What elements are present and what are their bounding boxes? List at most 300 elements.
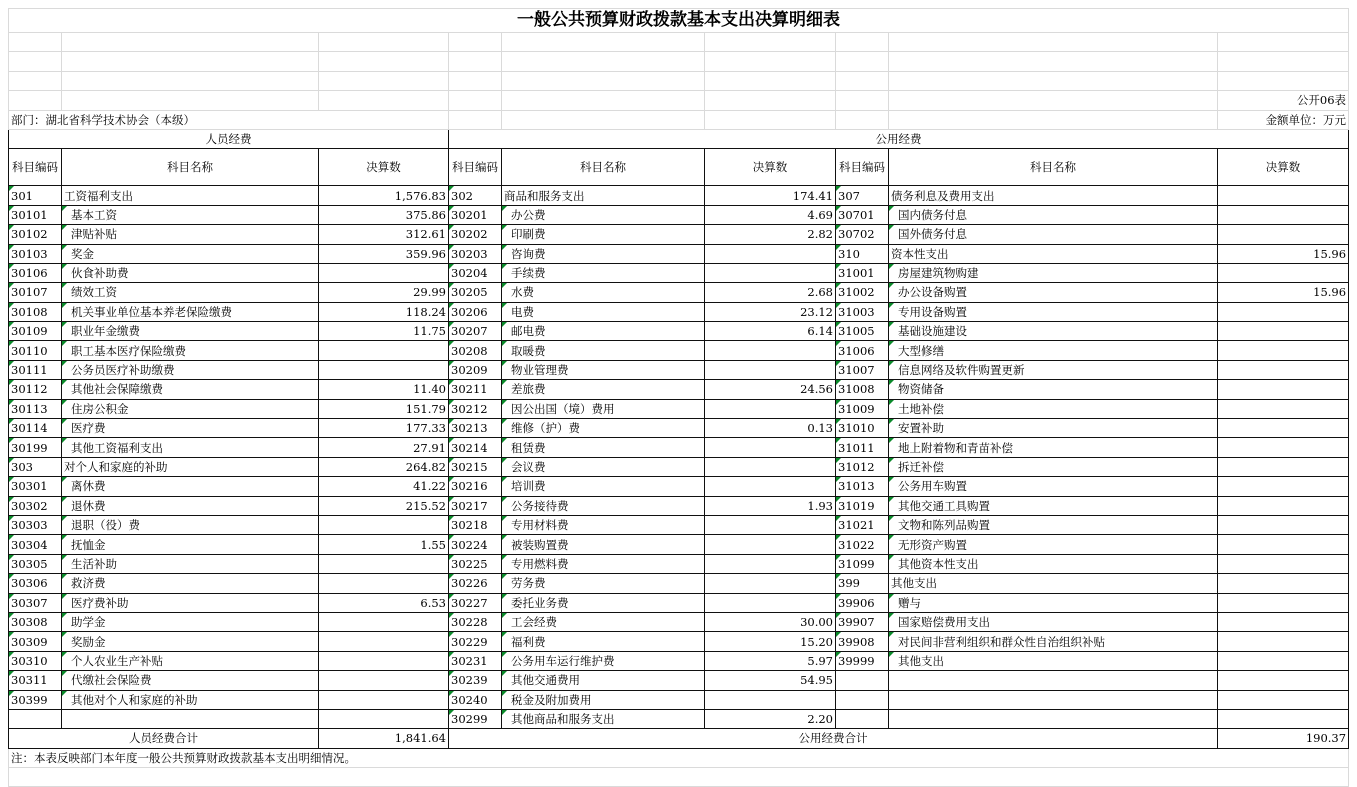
subject-code: 30102 (9, 225, 62, 244)
table-row (9, 593, 1349, 612)
subject-amount: 15.96 (1218, 283, 1349, 302)
table-row (9, 690, 1349, 709)
subject-name: 会议费 (502, 457, 705, 476)
subject-code: 30106 (9, 263, 62, 282)
subject-code (9, 709, 62, 728)
subject-code: 30307 (9, 593, 62, 612)
group-personnel: 人员经费 (9, 129, 449, 148)
subject-code: 30215 (449, 457, 502, 476)
subject-code: 31099 (836, 554, 889, 573)
table-row (9, 438, 1349, 457)
footnote: 注：本表反映部门本年度一般公共预算财政拨款基本支出明细情况。 (9, 748, 1349, 767)
header-code: 科目编码 (449, 149, 502, 186)
subject-code: 31003 (836, 302, 889, 321)
subject-name: 退休费 (62, 496, 319, 515)
subject-name: 办公费 (502, 205, 705, 224)
unit-label: 金额单位：万元 (1218, 110, 1349, 129)
subject-amount (1218, 205, 1349, 224)
subject-amount (319, 709, 449, 728)
subject-code: 307 (836, 186, 889, 205)
subject-name: 国家赔偿费用支出 (889, 612, 1218, 631)
subject-name: 房屋建筑物购建 (889, 263, 1218, 282)
header-code: 科目编码 (836, 149, 889, 186)
subject-code: 30308 (9, 612, 62, 631)
subject-name: 其他交通费用 (502, 671, 705, 690)
table-row (9, 205, 1349, 224)
subject-code: 31022 (836, 535, 889, 554)
subject-code: 30107 (9, 283, 62, 302)
subject-name: 职业年金缴费 (62, 322, 319, 341)
subject-name: 赠与 (889, 593, 1218, 612)
subject-amount (705, 574, 836, 593)
subject-code: 31007 (836, 360, 889, 379)
subject-name: 税金及附加费用 (502, 690, 705, 709)
table-row (9, 554, 1349, 573)
subject-amount (1218, 574, 1349, 593)
subject-amount: 375.86 (319, 205, 449, 224)
subject-name: 委托业务费 (502, 593, 705, 612)
subject-amount: 27.91 (319, 438, 449, 457)
subject-amount (319, 690, 449, 709)
subject-name: 公务接待费 (502, 496, 705, 515)
subject-amount (1218, 380, 1349, 399)
spreadsheet (8, 8, 1348, 787)
subject-name: 邮电费 (502, 322, 705, 341)
subject-name: 津贴补贴 (62, 225, 319, 244)
subject-amount (1218, 651, 1349, 670)
subject-code: 30240 (449, 690, 502, 709)
subject-name: 商品和服务支出 (502, 186, 705, 205)
subject-code: 30228 (449, 612, 502, 631)
subject-name: 基本工资 (62, 205, 319, 224)
subject-amount (705, 341, 836, 360)
subject-code: 30701 (836, 205, 889, 224)
subject-amount (705, 360, 836, 379)
subject-code: 30114 (9, 419, 62, 438)
subject-name: 工会经费 (502, 612, 705, 631)
subject-name: 助学金 (62, 612, 319, 631)
subject-code: 30217 (449, 496, 502, 515)
subject-name: 手续费 (502, 263, 705, 282)
subject-name: 办公设备购置 (889, 283, 1218, 302)
subject-amount: 41.22 (319, 477, 449, 496)
subject-amount (1218, 496, 1349, 515)
subject-amount (1218, 477, 1349, 496)
subject-code: 30101 (9, 205, 62, 224)
table-row (9, 380, 1349, 399)
subject-amount: 215.52 (319, 496, 449, 515)
page-title: 一般公共预算财政拨款基本支出决算明细表 (9, 9, 1349, 33)
subject-amount (319, 554, 449, 573)
subject-name: 个人农业生产补贴 (62, 651, 319, 670)
subject-code: 30225 (449, 554, 502, 573)
subject-name: 奖金 (62, 244, 319, 263)
subject-code: 31012 (836, 457, 889, 476)
subject-name: 电费 (502, 302, 705, 321)
subject-code: 39906 (836, 593, 889, 612)
table-row (9, 671, 1349, 690)
table-row (9, 496, 1349, 515)
subject-name: 印刷费 (502, 225, 705, 244)
subject-code: 31005 (836, 322, 889, 341)
subject-code (836, 671, 889, 690)
subject-amount (705, 399, 836, 418)
subject-code: 31002 (836, 283, 889, 302)
subject-name: 大型修缮 (889, 341, 1218, 360)
subject-name: 其他工资福利支出 (62, 438, 319, 457)
subject-amount: 6.53 (319, 593, 449, 612)
subject-code: 30110 (9, 341, 62, 360)
subject-amount (705, 690, 836, 709)
subject-name: 培训费 (502, 477, 705, 496)
subject-name: 职工基本医疗保险缴费 (62, 341, 319, 360)
public-total-value: 190.37 (1218, 729, 1349, 748)
department-label: 部门：湖北省科学技术协会（本级） (9, 110, 449, 129)
subject-name: 水费 (502, 283, 705, 302)
header-amount: 决算数 (705, 149, 836, 186)
table-row (9, 302, 1349, 321)
subject-amount (319, 515, 449, 534)
subject-amount: 2.20 (705, 709, 836, 728)
subject-code: 30306 (9, 574, 62, 593)
subject-name: 代缴社会保险费 (62, 671, 319, 690)
subject-code: 31010 (836, 419, 889, 438)
subject-name (889, 690, 1218, 709)
header-name: 科目名称 (889, 149, 1218, 186)
subject-amount (1218, 690, 1349, 709)
subject-code: 30206 (449, 302, 502, 321)
table-row (9, 263, 1349, 282)
subject-name: 退职（役）费 (62, 515, 319, 534)
subject-name: 其他对个人和家庭的补助 (62, 690, 319, 709)
subject-name (62, 709, 319, 728)
subject-name: 生活补助 (62, 554, 319, 573)
subject-amount (705, 535, 836, 554)
subject-amount (1218, 360, 1349, 379)
subject-code: 30207 (449, 322, 502, 341)
header-name: 科目名称 (62, 149, 319, 186)
subject-code: 30218 (449, 515, 502, 534)
subject-amount (1218, 535, 1349, 554)
subject-code: 30304 (9, 535, 62, 554)
subject-name: 工资福利支出 (62, 186, 319, 205)
subject-amount (319, 360, 449, 379)
subject-name: 维修（护）费 (502, 419, 705, 438)
subject-code: 31006 (836, 341, 889, 360)
subject-amount (319, 632, 449, 651)
subject-name: 绩效工资 (62, 283, 319, 302)
subject-code: 30208 (449, 341, 502, 360)
subject-code: 30103 (9, 244, 62, 263)
subject-code: 30224 (449, 535, 502, 554)
subject-amount: 1.93 (705, 496, 836, 515)
table-row (9, 322, 1349, 341)
subject-name: 劳务费 (502, 574, 705, 593)
subject-code: 30305 (9, 554, 62, 573)
subject-amount: 30.00 (705, 612, 836, 631)
subject-name: 基础设施建设 (889, 322, 1218, 341)
subject-name: 无形资产购置 (889, 535, 1218, 554)
subject-amount: 6.14 (705, 322, 836, 341)
subject-amount (1218, 515, 1349, 534)
subject-name: 专用设备购置 (889, 302, 1218, 321)
expenditure-table (8, 8, 1349, 787)
subject-code: 30199 (9, 438, 62, 457)
subject-code: 301 (9, 186, 62, 205)
subject-amount: 4.69 (705, 205, 836, 224)
subject-amount (705, 438, 836, 457)
subject-amount (1218, 186, 1349, 205)
table-row (9, 360, 1349, 379)
subject-amount: 11.40 (319, 380, 449, 399)
subject-code (836, 709, 889, 728)
subject-name: 取暖费 (502, 341, 705, 360)
subject-code: 30302 (9, 496, 62, 515)
subject-amount (705, 593, 836, 612)
table-row (9, 515, 1349, 534)
header-name: 科目名称 (502, 149, 705, 186)
subject-name: 机关事业单位基本养老保险缴费 (62, 302, 319, 321)
subject-amount: 5.97 (705, 651, 836, 670)
subject-code: 31011 (836, 438, 889, 457)
subject-name: 国内债务付息 (889, 205, 1218, 224)
subject-code: 31013 (836, 477, 889, 496)
subject-name: 租赁费 (502, 438, 705, 457)
subject-name: 差旅费 (502, 380, 705, 399)
subject-amount: 54.95 (705, 671, 836, 690)
subject-amount: 264.82 (319, 457, 449, 476)
subject-amount (1218, 593, 1349, 612)
subject-code: 30203 (449, 244, 502, 263)
header-amount: 决算数 (1218, 149, 1349, 186)
subject-code: 30231 (449, 651, 502, 670)
subject-amount (319, 263, 449, 282)
subject-code: 39907 (836, 612, 889, 631)
subject-amount: 151.79 (319, 399, 449, 418)
subject-code: 30111 (9, 360, 62, 379)
subject-code: 30309 (9, 632, 62, 651)
subject-amount (1218, 554, 1349, 573)
table-row (9, 225, 1349, 244)
subject-name: 其他商品和服务支出 (502, 709, 705, 728)
subject-code: 310 (836, 244, 889, 263)
subject-name: 对民间非营利组织和群众性自治组织补贴 (889, 632, 1218, 651)
subject-name (889, 671, 1218, 690)
table-row (9, 612, 1349, 631)
subject-name: 咨询费 (502, 244, 705, 263)
subject-amount: 1,576.83 (319, 186, 449, 205)
subject-code: 30213 (449, 419, 502, 438)
subject-name: 其他社会保障缴费 (62, 380, 319, 399)
subject-code: 30229 (449, 632, 502, 651)
subject-amount (1218, 225, 1349, 244)
table-row (9, 632, 1349, 651)
subject-name: 物业管理费 (502, 360, 705, 379)
subject-name: 医疗费 (62, 419, 319, 438)
subject-amount (705, 554, 836, 573)
header-code: 科目编码 (9, 149, 62, 186)
subject-code (836, 690, 889, 709)
subject-amount (1218, 438, 1349, 457)
subject-code: 30211 (449, 380, 502, 399)
subject-amount (1218, 322, 1349, 341)
subject-amount (1218, 632, 1349, 651)
subject-amount (1218, 457, 1349, 476)
table-row (9, 457, 1349, 476)
subject-amount: 2.68 (705, 283, 836, 302)
subject-name: 债务利息及费用支出 (889, 186, 1218, 205)
subject-code: 30108 (9, 302, 62, 321)
subject-amount (1218, 709, 1349, 728)
subject-amount (1218, 612, 1349, 631)
subject-code: 30301 (9, 477, 62, 496)
subject-name: 因公出国（境）费用 (502, 399, 705, 418)
subject-amount: 118.24 (319, 302, 449, 321)
public-total-label: 公用经费合计 (449, 729, 1218, 748)
table-row (9, 477, 1349, 496)
subject-amount: 359.96 (319, 244, 449, 263)
subject-code: 30204 (449, 263, 502, 282)
subject-code: 30112 (9, 380, 62, 399)
subject-amount (319, 341, 449, 360)
subject-name: 救济费 (62, 574, 319, 593)
subject-name: 其他支出 (889, 574, 1218, 593)
subject-amount: 0.13 (705, 419, 836, 438)
subject-name: 安置补助 (889, 419, 1218, 438)
personnel-total-value: 1,841.64 (319, 729, 449, 748)
subject-amount (705, 263, 836, 282)
subject-amount (1218, 399, 1349, 418)
subject-code: 30212 (449, 399, 502, 418)
subject-name: 抚恤金 (62, 535, 319, 554)
subject-name (889, 709, 1218, 728)
subject-amount: 29.99 (319, 283, 449, 302)
subject-name: 公务用车购置 (889, 477, 1218, 496)
subject-code: 30202 (449, 225, 502, 244)
subject-code: 30702 (836, 225, 889, 244)
table-row (9, 244, 1349, 263)
subject-code: 303 (9, 457, 62, 476)
subject-amount: 174.41 (705, 186, 836, 205)
group-public: 公用经费 (449, 129, 1349, 148)
table-row (9, 709, 1349, 728)
table-row (9, 419, 1349, 438)
subject-code: 30214 (449, 438, 502, 457)
subject-amount (1218, 341, 1349, 360)
table-row (9, 574, 1349, 593)
subject-code: 30113 (9, 399, 62, 418)
subject-code: 30205 (449, 283, 502, 302)
subject-amount: 11.75 (319, 322, 449, 341)
subject-amount (705, 515, 836, 534)
subject-name: 其他支出 (889, 651, 1218, 670)
subject-code: 30109 (9, 322, 62, 341)
table-row (9, 341, 1349, 360)
subject-code: 30311 (9, 671, 62, 690)
subject-code: 302 (449, 186, 502, 205)
subject-amount: 15.96 (1218, 244, 1349, 263)
subject-amount: 2.82 (705, 225, 836, 244)
subject-name: 拆迁补偿 (889, 457, 1218, 476)
subject-name: 土地补偿 (889, 399, 1218, 418)
subject-amount (1218, 263, 1349, 282)
table-row (9, 283, 1349, 302)
subject-name: 其他交通工具购置 (889, 496, 1218, 515)
subject-code: 30310 (9, 651, 62, 670)
subject-name: 地上附着物和青苗补偿 (889, 438, 1218, 457)
subject-amount: 23.12 (705, 302, 836, 321)
subject-amount: 312.61 (319, 225, 449, 244)
subject-code: 31008 (836, 380, 889, 399)
subject-amount (319, 574, 449, 593)
subject-amount: 15.20 (705, 632, 836, 651)
header-amount: 决算数 (319, 149, 449, 186)
subject-code: 31001 (836, 263, 889, 282)
totals-row (9, 729, 1349, 748)
subject-name: 对个人和家庭的补助 (62, 457, 319, 476)
table-row (9, 186, 1349, 205)
subject-amount (319, 671, 449, 690)
subject-name: 物资储备 (889, 380, 1218, 399)
subject-name: 其他资本性支出 (889, 554, 1218, 573)
subject-name: 专用材料费 (502, 515, 705, 534)
subject-name: 资本性支出 (889, 244, 1218, 263)
form-number: 公开06表 (1218, 91, 1349, 110)
subject-code: 31009 (836, 399, 889, 418)
subject-amount: 24.56 (705, 380, 836, 399)
subject-name: 奖励金 (62, 632, 319, 651)
subject-code: 30209 (449, 360, 502, 379)
subject-name: 被装购置费 (502, 535, 705, 554)
table-row (9, 399, 1349, 418)
subject-amount (1218, 671, 1349, 690)
subject-amount (319, 612, 449, 631)
subject-amount: 1.55 (319, 535, 449, 554)
subject-code: 39908 (836, 632, 889, 651)
subject-amount (1218, 302, 1349, 321)
subject-code: 30239 (449, 671, 502, 690)
subject-code: 30399 (9, 690, 62, 709)
subject-name: 伙食补助费 (62, 263, 319, 282)
personnel-total-label: 人员经费合计 (9, 729, 319, 748)
subject-code: 30299 (449, 709, 502, 728)
subject-amount (705, 457, 836, 476)
subject-amount (705, 244, 836, 263)
subject-name: 医疗费补助 (62, 593, 319, 612)
subject-code: 30216 (449, 477, 502, 496)
subject-code: 30227 (449, 593, 502, 612)
subject-code: 31021 (836, 515, 889, 534)
column-header-row (9, 149, 1349, 186)
table-row (9, 535, 1349, 554)
subject-name: 离休费 (62, 477, 319, 496)
subject-amount (319, 651, 449, 670)
table-row (9, 651, 1349, 670)
subject-code: 30226 (449, 574, 502, 593)
subject-name: 公务员医疗补助缴费 (62, 360, 319, 379)
subject-code: 30201 (449, 205, 502, 224)
subject-code: 31019 (836, 496, 889, 515)
subject-name: 信息网络及软件购置更新 (889, 360, 1218, 379)
subject-name: 公务用车运行维护费 (502, 651, 705, 670)
subject-name: 专用燃料费 (502, 554, 705, 573)
subject-name: 文物和陈列品购置 (889, 515, 1218, 534)
subject-amount: 177.33 (319, 419, 449, 438)
subject-name: 住房公积金 (62, 399, 319, 418)
subject-code: 39999 (836, 651, 889, 670)
subject-code: 30303 (9, 515, 62, 534)
subject-amount (705, 477, 836, 496)
